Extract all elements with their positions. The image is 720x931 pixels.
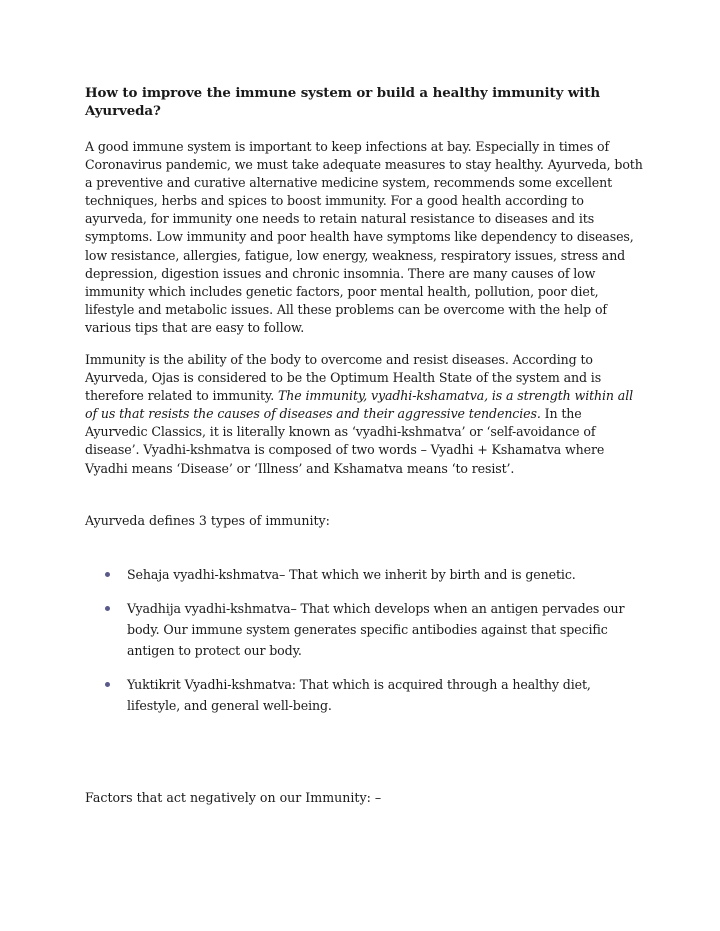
bullet-icon	[105, 682, 110, 687]
bullet-icon	[105, 572, 110, 577]
bullet-icon	[105, 606, 110, 611]
list-item	[85, 674, 645, 716]
definition-italic-text: The immunity, vyadhi-kshamatva, is a strength within all of us that resists the causes of diseases and their aggressive tendencies.	[85, 388, 634, 422]
list-item	[85, 564, 645, 585]
list-item-text: Sehaja vyadhi-kshmatva– That which we inherit by birth and is genetic.	[127, 567, 576, 582]
list-item	[85, 598, 645, 661]
list-item-text: Vyadhija vyadhi-kshmatva– That which develops when an antigen pervades our body. Our immune system generates specific antibodies against that specific antigen to protect our body.	[127, 601, 625, 658]
document-title: How to improve the immune system or build a healthy immunity with Ayurveda?	[85, 85, 601, 119]
factors-heading: Factors that act negatively on our Immunity: –	[85, 790, 382, 805]
immunity-definition-paragraph	[85, 351, 645, 478]
immunity-types-list	[85, 564, 645, 729]
definition-tail-text: In the Ayurvedic Classics, it is literally known as ‘vyadhi-kshmatva’ or ‘self-avoidance of disease’. Vyadhi-kshmatva is composed of two words – Vyadhi + Kshamatva where Vyadhi means ‘Disease’ or ‘Illness’ and Kshamatva means ‘to resist’.	[85, 406, 605, 476]
definition-lead-text: Immunity is the ability of the body to overcome and resist diseases. According to Ayurveda, Ojas is considered to be the Optimum Health State of the system and is therefore related to immunity.	[85, 352, 602, 404]
types-intro: Ayurveda defines 3 types of immunity:	[85, 513, 330, 528]
intro-paragraph: A good immune system is important to keep infections at bay. Especially in times of Coronavirus pandemic, we must take adequate measures to stay healthy. Ayurveda, both a preventive and curative alternative medicine system, recommends some excellent techniques, herbs and spices to boost immunity. For a good health according to ayurveda, for immunity one needs to retain natural resistance to diseases and its symptoms. Low immunity and poor health have symptoms like dependency to diseases, low resistance, allergies, fatigue, low energy, weakness, respiratory issues, stress and depression, digestion issues and chronic insomnia. There are many causes of low immunity which includes genetic factors, poor mental health, pollution, poor diet, lifestyle and metabolic issues. All these problems can be overcome with the help of various tips that are easy to follow.	[85, 139, 643, 335]
list-item-text: Yuktikrit Vyadhi-kshmatva: That which is acquired through a healthy diet, lifestyle, and general well-being.	[127, 677, 591, 713]
